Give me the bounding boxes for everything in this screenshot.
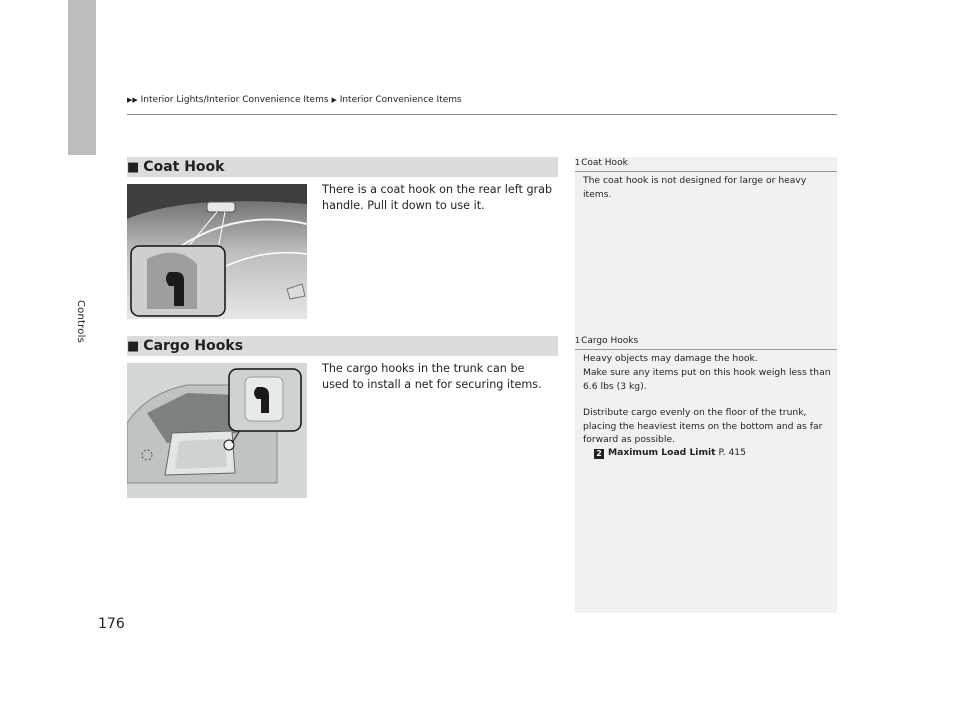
reference-page[interactable]: P. 415	[718, 447, 746, 458]
page-number: 176	[98, 616, 125, 632]
section-heading-coat-hook	[127, 157, 558, 177]
breadcrumb-arrow-icon: ▶	[331, 96, 337, 104]
breadcrumb-item-lights[interactable]: Interior Lights/Interior Convenience Items	[140, 95, 329, 105]
note-number: 1	[575, 158, 581, 167]
coat-hook-description: There is a coat hook on the rear left grab handle. Pull it down to use it.	[322, 183, 553, 212]
square-bullet-icon: ■	[127, 338, 140, 354]
square-bullet-icon: ■	[127, 159, 140, 175]
reference-arrow-icon: 2	[594, 449, 604, 459]
note-title: Cargo Hooks	[581, 336, 639, 346]
breadcrumb-item-convenience[interactable]: Interior Convenience Items	[339, 95, 462, 105]
note-divider	[575, 349, 837, 350]
header-divider	[127, 114, 837, 115]
section-title: Coat Hook	[143, 159, 225, 175]
note-divider	[575, 171, 837, 172]
section-heading-cargo-hooks	[127, 336, 558, 356]
section-title: Cargo Hooks	[143, 338, 244, 354]
chapter-tab	[68, 0, 96, 155]
cargo-hooks-illustration	[127, 363, 307, 498]
breadcrumb	[127, 95, 462, 105]
cargo-hooks-description: The cargo hooks in the trunk can be used to install a net for securing items.	[322, 362, 542, 391]
note-number: 1	[575, 336, 581, 345]
note-heading-cargo-hooks	[575, 336, 638, 346]
note-heading-coat-hook	[575, 158, 628, 168]
reference-title[interactable]: Maximum Load Limit	[608, 447, 716, 458]
cargo-hooks-image	[127, 363, 307, 498]
coat-hook-image	[127, 184, 307, 319]
note-text-cargo-line2: Make sure any items put on this hook weigh less than 6.6 lbs (3 kg).	[583, 367, 831, 392]
cross-reference-link[interactable]	[594, 447, 746, 459]
note-text-coat-hook: The coat hook is not designed for large or heavy items.	[583, 175, 807, 200]
chapter-label: Controls	[75, 300, 86, 343]
note-title: Coat Hook	[581, 158, 628, 168]
coat-hook-illustration	[127, 184, 307, 319]
breadcrumb-arrow-icon: ▶▶	[127, 96, 138, 104]
note-text-cargo-line1: Heavy objects may damage the hook.	[583, 353, 758, 364]
note-text-cargo-line3: Distribute cargo evenly on the floor of the trunk, placing the heaviest items on the bottom and as far forward as possible.	[583, 407, 823, 445]
